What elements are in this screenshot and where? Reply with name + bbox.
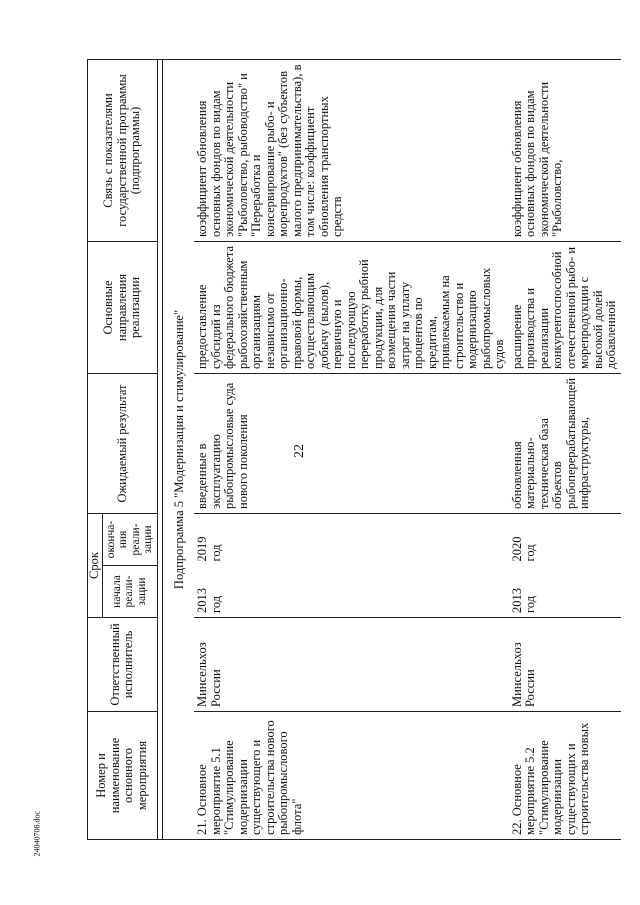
measure-indicators-link: коэффициент обновления основных фондов по видам экономической деятельности "Рыболовство, рыбоводство" и "Переработка и консервирование рыбо- и морепродуктов" (без субъектов малого предпринимательства), в том числе: коэффициент обновления транспортных средств <box>194 59 509 241</box>
footer-filename: 24040706.doc <box>32 810 42 857</box>
measure-start: 2013 год <box>509 566 621 618</box>
measure-end: 2019 год <box>194 513 509 565</box>
measure-name: 21. Основное мероприятие 5.1 "Стимулирование модернизации существующего и строительства нового рыбопромыслового флота" <box>194 712 509 840</box>
measure-indicators-link: коэффициент обновления основных фондов по видам экономической деятельности "Рыболовство, <box>509 59 621 241</box>
measure-executor: Минсельхоз России <box>509 618 621 712</box>
header-executor: Ответственный исполнитель <box>88 618 158 712</box>
measure-directions: предоставление субсидий из федерального бюджета рыбохозяйственным организациям независимо от организационно-правовой формы, осуществляющим добычу (вылов), первичную и последующую переработку рыбной продукции, для возмещения части затрат на уплату процентов по кредитам, привлекаемым на строительство и модернизацию рыбопромысловых судов <box>194 241 509 373</box>
header-row <box>88 59 103 839</box>
header-number-name: Номер и наименование основного мероприятия <box>88 712 158 840</box>
measure-result: обновленная материально-техническая база объектов рыбоперерабатывающей инфраструктуры, <box>509 373 621 513</box>
measure-start: 2013 год <box>194 566 509 618</box>
section-title: Подпрограмма 5 "Модернизация и стимулирование" <box>162 59 194 839</box>
measure-executor: Минсельхоз России <box>194 618 509 712</box>
measure-result: введенные в эксплуатацию рыбопромысловые суда нового поколения <box>194 373 509 513</box>
header-term: Срок <box>88 513 103 617</box>
rotated-table-container <box>87 60 640 840</box>
measures-table <box>87 59 621 840</box>
header-indicators-link: Связь с показателями государственной программы (подпрограммы) <box>88 59 158 241</box>
section-row <box>162 59 194 839</box>
page-number: 22 <box>292 444 307 458</box>
header-term-start: начала реали- зации <box>102 566 157 618</box>
measure-directions: расширение производства и реализации конкурентоспособной отечественной рыбо- и морепродукции с высокой долей добавленной <box>509 241 621 373</box>
measure-end: 2020 год <box>509 513 621 565</box>
header-term-end: оконча- ния реали- зации <box>102 513 157 565</box>
header-result: Ожидаемый результат <box>88 373 158 513</box>
table-row <box>194 59 509 839</box>
table-row <box>509 59 621 839</box>
measure-name: 22. Основное мероприятие 5.2 "Стимулирование модернизации существующих и строительства новых <box>509 712 621 840</box>
header-directions: Основные направления реализации <box>88 241 158 373</box>
